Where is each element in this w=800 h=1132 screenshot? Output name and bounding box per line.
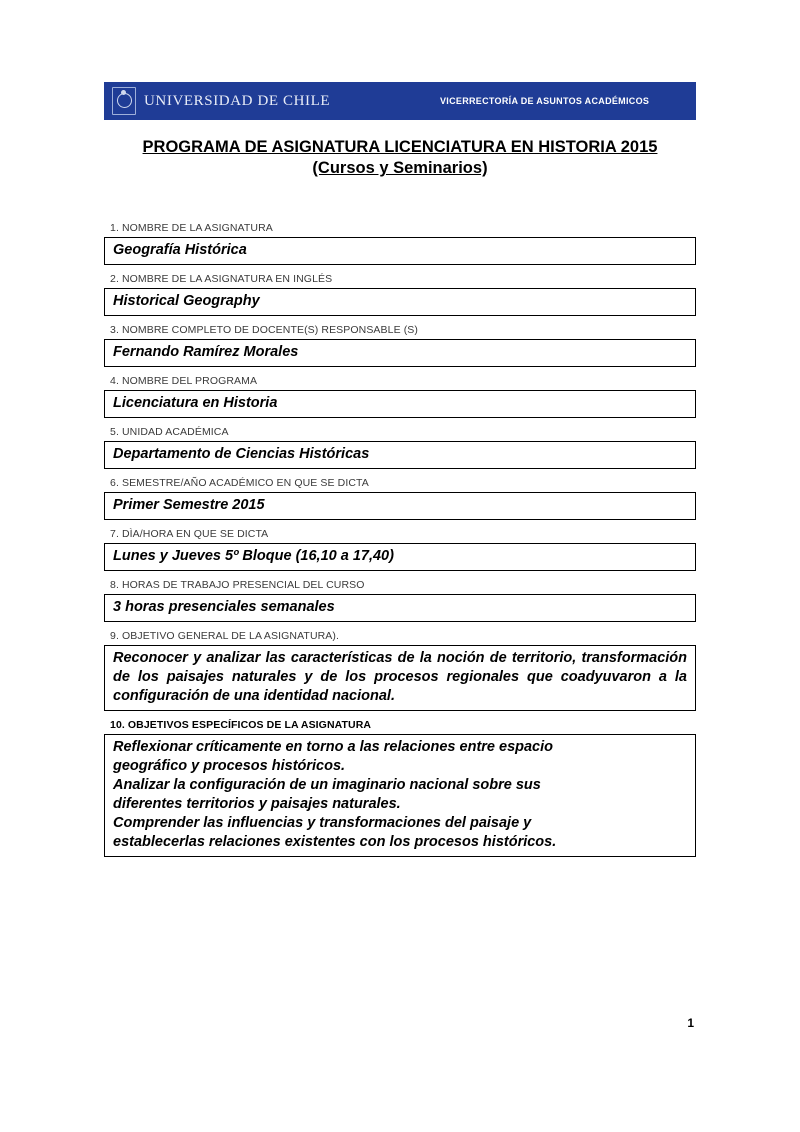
field-value: Reflexionar críticamente en torno a las relaciones entre espacio geográfico y procesos históricos. Analizar la configuración de un imaginario nacional sobre sus diferentes territorios y paisajes naturales. Comprender las influencias y transformaciones del paisaje y establecerlas relaciones existentes con los procesos históricos.	[104, 734, 696, 857]
field-value: Geografía Histórica	[104, 237, 696, 265]
field-dia-hora	[104, 528, 696, 571]
field-docente-responsable	[104, 324, 696, 367]
field-value: Primer Semestre 2015	[104, 492, 696, 520]
page-title-line2: (Cursos y Seminarios)	[312, 159, 488, 177]
page-number: 1	[687, 1016, 694, 1030]
field-label: 4. NOMBRE DEL PROGRAMA	[110, 375, 258, 387]
page-title-line1: PROGRAMA DE ASIGNATURA LICENCIATURA EN HISTORIA 2015	[142, 138, 658, 156]
field-value: 3 horas presenciales semanales	[104, 594, 696, 622]
field-horas-trabajo	[104, 579, 696, 622]
field-label: 9. OBJETIVO GENERAL DE LA ASIGNATURA).	[110, 630, 340, 642]
field-list	[104, 222, 696, 865]
office-name: VICERRECTORÍA DE ASUNTOS ACADÉMICOS	[440, 96, 650, 106]
field-label: 7. DÌA/HORA EN QUE SE DICTA	[110, 528, 269, 540]
field-nombre-asignatura	[104, 222, 696, 265]
field-label: 1. NOMBRE DE LA ASIGNATURA	[110, 222, 273, 234]
field-semestre-ano	[104, 477, 696, 520]
field-objetivo-general	[104, 630, 696, 711]
university-brand	[104, 87, 412, 115]
field-value: Reconocer y analizar las características de la noción de territorio, transformación de los paisajes naturales y de los procesos regionales que coadyuvaron a la configuración de una identidad nacional.	[104, 645, 696, 711]
field-value: Fernando Ramírez Morales	[104, 339, 696, 367]
field-value: Licenciatura en Historia	[104, 390, 696, 418]
field-nombre-asignatura-ingles	[104, 273, 696, 316]
field-value: Historical Geography	[104, 288, 696, 316]
university-crest-icon	[112, 87, 136, 115]
field-label: 6. SEMESTRE/AÑO ACADÉMICO EN QUE SE DICTA	[110, 477, 369, 489]
field-label: 8. HORAS DE TRABAJO PRESENCIAL DEL CURSO	[110, 579, 365, 591]
field-label: 5. UNIDAD ACADÉMICA	[110, 426, 229, 438]
field-value: Lunes y Jueves 5º Bloque (16,10 a 17,40)	[104, 543, 696, 571]
university-name: UNIVERSIDAD DE CHILE	[144, 92, 331, 109]
header-banner	[104, 82, 696, 120]
field-unidad-academica	[104, 426, 696, 469]
field-value: Departamento de Ciencias Históricas	[104, 441, 696, 469]
field-objetivos-especificos	[104, 719, 696, 857]
field-nombre-programa	[104, 375, 696, 418]
page-title	[0, 138, 800, 178]
field-label: 3. NOMBRE COMPLETO DE DOCENTE(S) RESPONSABLE (S)	[110, 324, 418, 336]
field-label: 2. NOMBRE DE LA ASIGNATURA EN INGLÉS	[110, 273, 333, 285]
field-label: 10. OBJETIVOS ESPECÍFICOS DE LA ASIGNATURA	[110, 719, 372, 731]
